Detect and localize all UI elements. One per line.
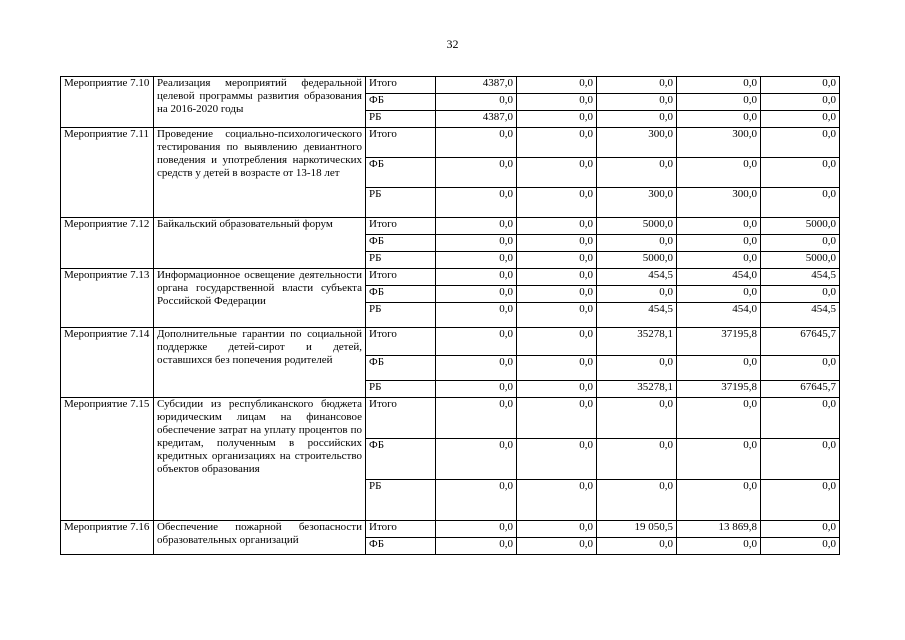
value-cell: 5000,0 — [597, 218, 677, 235]
value-cell: 13 869,8 — [677, 521, 761, 538]
value-cell: 0,0 — [677, 94, 761, 111]
value-cell: 0,0 — [436, 158, 517, 188]
value-cell: 0,0 — [677, 252, 761, 269]
table-row — [61, 128, 840, 158]
value-cell: 0,0 — [597, 94, 677, 111]
value-cell: 37195,8 — [677, 381, 761, 398]
source-cell: ФБ — [366, 158, 436, 188]
value-cell: 0,0 — [761, 77, 840, 94]
value-cell: 0,0 — [517, 303, 597, 328]
value-cell: 0,0 — [677, 77, 761, 94]
value-cell: 0,0 — [436, 286, 517, 303]
value-cell: 35278,1 — [597, 328, 677, 356]
value-cell: 0,0 — [436, 398, 517, 439]
value-cell: 300,0 — [677, 188, 761, 218]
source-cell: РБ — [366, 381, 436, 398]
source-cell: ФБ — [366, 439, 436, 480]
event-cell: Мероприятие 7.13 — [61, 269, 154, 328]
source-cell: РБ — [366, 480, 436, 521]
page-number: 32 — [446, 37, 459, 51]
value-cell: 0,0 — [677, 158, 761, 188]
value-cell: 0,0 — [517, 480, 597, 521]
value-cell: 0,0 — [677, 286, 761, 303]
value-cell: 5000,0 — [761, 218, 840, 235]
source-cell: РБ — [366, 111, 436, 128]
value-cell: 300,0 — [597, 188, 677, 218]
value-cell: 0,0 — [597, 286, 677, 303]
value-cell: 0,0 — [761, 398, 840, 439]
value-cell: 0,0 — [436, 188, 517, 218]
value-cell: 0,0 — [517, 328, 597, 356]
source-cell: Итого — [366, 77, 436, 94]
value-cell: 454,5 — [597, 303, 677, 328]
value-cell: 0,0 — [677, 111, 761, 128]
value-cell: 0,0 — [436, 303, 517, 328]
value-cell: 454,0 — [677, 303, 761, 328]
description-cell: Информационное освещение деятельности органа государственной власти субъекта Российской Федерации — [154, 269, 366, 328]
value-cell: 0,0 — [597, 439, 677, 480]
value-cell: 0,0 — [597, 77, 677, 94]
value-cell: 454,5 — [761, 303, 840, 328]
value-cell: 0,0 — [436, 521, 517, 538]
source-cell: Итого — [366, 328, 436, 356]
value-cell: 0,0 — [517, 356, 597, 381]
value-cell: 0,0 — [597, 538, 677, 555]
value-cell: 0,0 — [436, 480, 517, 521]
event-cell: Мероприятие 7.12 — [61, 218, 154, 269]
value-cell: 0,0 — [677, 480, 761, 521]
value-cell: 0,0 — [436, 356, 517, 381]
value-cell: 0,0 — [517, 111, 597, 128]
value-cell: 67645,7 — [761, 328, 840, 356]
event-cell: Мероприятие 7.14 — [61, 328, 154, 398]
value-cell: 0,0 — [597, 480, 677, 521]
event-cell: Мероприятие 7.15 — [61, 398, 154, 521]
event-cell: Мероприятие 7.10 — [61, 77, 154, 128]
description-cell: Обеспечение пожарной безопасности образовательных организаций — [154, 521, 366, 555]
description-cell: Байкальский образовательный форум — [154, 218, 366, 269]
source-cell: РБ — [366, 252, 436, 269]
value-cell: 0,0 — [761, 128, 840, 158]
value-cell: 0,0 — [597, 111, 677, 128]
event-cell: Мероприятие 7.16 — [61, 521, 154, 555]
source-cell: Итого — [366, 398, 436, 439]
value-cell: 0,0 — [597, 398, 677, 439]
value-cell: 5000,0 — [597, 252, 677, 269]
value-cell: 0,0 — [761, 94, 840, 111]
description-cell: Субсидии из республиканского бюджета юридическим лицам на финансовое обеспечение затрат на уплату процентов по кредитам, полученным в российских кредитных организациях на строительство объектов образования — [154, 398, 366, 521]
table-row — [61, 328, 840, 356]
budget-table — [60, 76, 840, 555]
source-cell: ФБ — [366, 286, 436, 303]
source-cell: РБ — [366, 188, 436, 218]
value-cell: 0,0 — [761, 158, 840, 188]
source-cell: Итого — [366, 269, 436, 286]
value-cell: 0,0 — [761, 111, 840, 128]
value-cell: 67645,7 — [761, 381, 840, 398]
source-cell: РБ — [366, 303, 436, 328]
value-cell: 0,0 — [761, 538, 840, 555]
value-cell: 35278,1 — [597, 381, 677, 398]
value-cell: 0,0 — [436, 538, 517, 555]
value-cell: 300,0 — [597, 128, 677, 158]
value-cell: 0,0 — [517, 94, 597, 111]
value-cell: 4387,0 — [436, 77, 517, 94]
value-cell: 0,0 — [597, 158, 677, 188]
value-cell: 0,0 — [677, 356, 761, 381]
value-cell: 0,0 — [517, 77, 597, 94]
table-row — [61, 521, 840, 538]
value-cell: 5000,0 — [761, 252, 840, 269]
value-cell: 0,0 — [436, 269, 517, 286]
value-cell: 0,0 — [677, 235, 761, 252]
value-cell: 0,0 — [597, 356, 677, 381]
value-cell: 0,0 — [517, 439, 597, 480]
value-cell: 0,0 — [517, 252, 597, 269]
value-cell: 0,0 — [436, 94, 517, 111]
table-row — [61, 269, 840, 286]
value-cell: 0,0 — [517, 235, 597, 252]
value-cell: 0,0 — [436, 252, 517, 269]
description-cell: Реализация мероприятий федеральной целевой программы развития образования на 2016-2020 годы — [154, 77, 366, 128]
value-cell: 0,0 — [517, 269, 597, 286]
value-cell: 0,0 — [761, 235, 840, 252]
value-cell: 0,0 — [517, 538, 597, 555]
description-cell: Проведение социально-психологического тестирования по выявлению девиантного поведения и употребления наркотических средств у детей в возрасте от 13-18 лет — [154, 128, 366, 218]
value-cell: 37195,8 — [677, 328, 761, 356]
value-cell: 454,0 — [677, 269, 761, 286]
value-cell: 454,5 — [761, 269, 840, 286]
event-cell: Мероприятие 7.11 — [61, 128, 154, 218]
value-cell: 0,0 — [761, 188, 840, 218]
value-cell: 0,0 — [677, 218, 761, 235]
source-cell: ФБ — [366, 538, 436, 555]
table-row — [61, 398, 840, 439]
value-cell: 300,0 — [677, 128, 761, 158]
value-cell: 0,0 — [677, 538, 761, 555]
description-cell: Дополнительные гарантии по социальной поддержке детей-сирот и детей, оставшихся без попечения родителей — [154, 328, 366, 398]
value-cell: 454,5 — [597, 269, 677, 286]
value-cell: 0,0 — [597, 235, 677, 252]
value-cell: 0,0 — [517, 521, 597, 538]
value-cell: 0,0 — [517, 398, 597, 439]
value-cell: 0,0 — [517, 128, 597, 158]
value-cell: 0,0 — [517, 188, 597, 218]
value-cell: 0,0 — [677, 439, 761, 480]
source-cell: Итого — [366, 128, 436, 158]
source-cell: ФБ — [366, 94, 436, 111]
value-cell: 0,0 — [517, 218, 597, 235]
value-cell: 0,0 — [761, 480, 840, 521]
value-cell: 0,0 — [761, 286, 840, 303]
value-cell: 0,0 — [436, 439, 517, 480]
value-cell: 0,0 — [517, 158, 597, 188]
source-cell: ФБ — [366, 356, 436, 381]
value-cell: 0,0 — [436, 381, 517, 398]
value-cell: 0,0 — [677, 398, 761, 439]
source-cell: ФБ — [366, 235, 436, 252]
value-cell: 0,0 — [436, 328, 517, 356]
source-cell: Итого — [366, 521, 436, 538]
value-cell: 0,0 — [517, 286, 597, 303]
value-cell: 4387,0 — [436, 111, 517, 128]
value-cell: 0,0 — [436, 128, 517, 158]
table-row — [61, 218, 840, 235]
value-cell: 0,0 — [436, 235, 517, 252]
table-body — [61, 77, 840, 555]
value-cell: 0,0 — [761, 439, 840, 480]
value-cell: 0,0 — [761, 356, 840, 381]
value-cell: 0,0 — [436, 218, 517, 235]
value-cell: 0,0 — [517, 381, 597, 398]
table-row — [61, 77, 840, 94]
source-cell: Итого — [366, 218, 436, 235]
value-cell: 19 050,5 — [597, 521, 677, 538]
value-cell: 0,0 — [761, 521, 840, 538]
